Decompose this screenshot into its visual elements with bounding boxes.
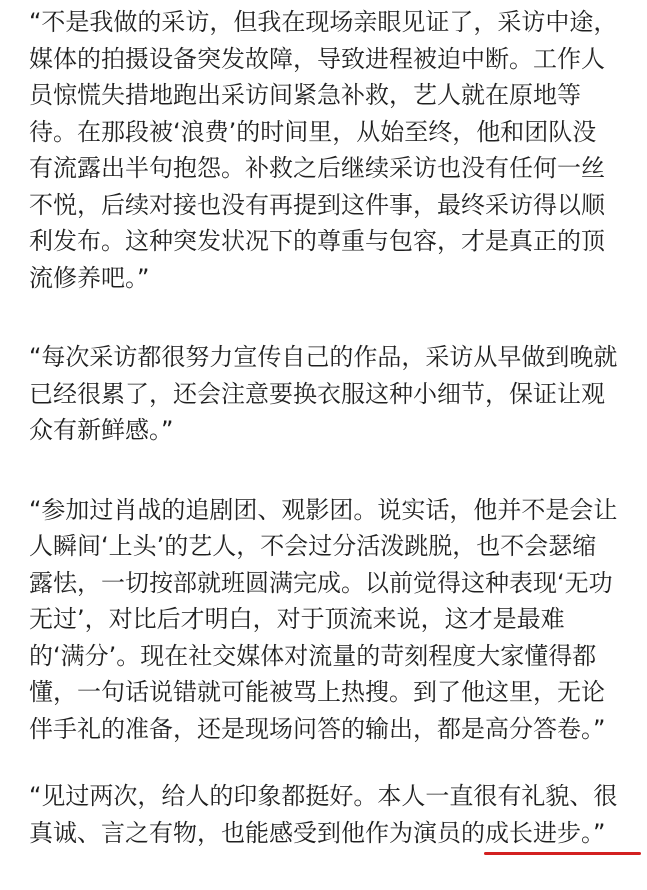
text-line: 有流露出半句抱怨。补救之后继续采访也没有任何一丝 (29, 154, 605, 182)
quote-paragraph-1 (29, 4, 629, 296)
article-body (29, 4, 629, 851)
text-line: 的‘满分’。现在社交媒体对流量的苛刻程度大家懂得都 (29, 641, 597, 670)
text-line: 利发布。这种突发状况下的尊重与包容，才是真正的顶 (29, 227, 605, 255)
text-line: 众有新鲜感。” (29, 416, 174, 444)
quote-paragraph-2 (29, 339, 629, 449)
red-highlight-underline (484, 852, 641, 855)
text-line: 真诚、言之有物，也能感受到他作为演员的成长进步。” (29, 818, 606, 847)
text-line: “每次采访都很努力宣传自己的作品，采访从早做到晚就 (29, 343, 618, 371)
text-line: 流修养吧。” (29, 263, 150, 292)
quote-paragraph-4 (29, 778, 629, 851)
text-line: “不是我做的采访，但我在现场亲眼见证了，采访中途， (29, 8, 618, 36)
quote-paragraph-3 (29, 492, 629, 748)
text-line: “参加过肖战的追剧团、观影团。说实话，他并不是会让 (29, 495, 618, 524)
text-line: 伴手礼的准备，还是现场问答的输出，都是高分答卷。” (29, 714, 606, 743)
text-line: 已经很累了，还会注意要换衣服这种小细节，保证让观 (29, 379, 605, 408)
text-line: 人瞬间‘上头’的艺人，不会过分活泼跳脱，也不会瑟缩 (29, 532, 597, 560)
text-line: 媒体的拍摄设备突发故障，导致进程被迫中断。工作人 (29, 44, 605, 73)
text-line: 不悦，后续对接也没有再提到这件事，最终采访得以顺 (29, 190, 605, 219)
text-line: 露怯，一切按部就班圆满完成。以前觉得这种表现‘无功 (29, 568, 613, 597)
text-line: 待。在那段被‘浪费’的时间里，从始至终，他和团队没 (29, 117, 597, 146)
text-line: “见过两次，给人的印象都挺好。本人一直很有礼貌、很 (29, 782, 618, 810)
text-line: 无过’，对比后才明白，对于顶流来说，这才是最难 (29, 605, 565, 633)
text-line: 员惊慌失措地跑出采访间紧急补救，艺人就在原地等 (29, 81, 581, 109)
text-line: 懂，一句话说错就可能被骂上热搜。到了他这里，无论 (29, 678, 605, 706)
